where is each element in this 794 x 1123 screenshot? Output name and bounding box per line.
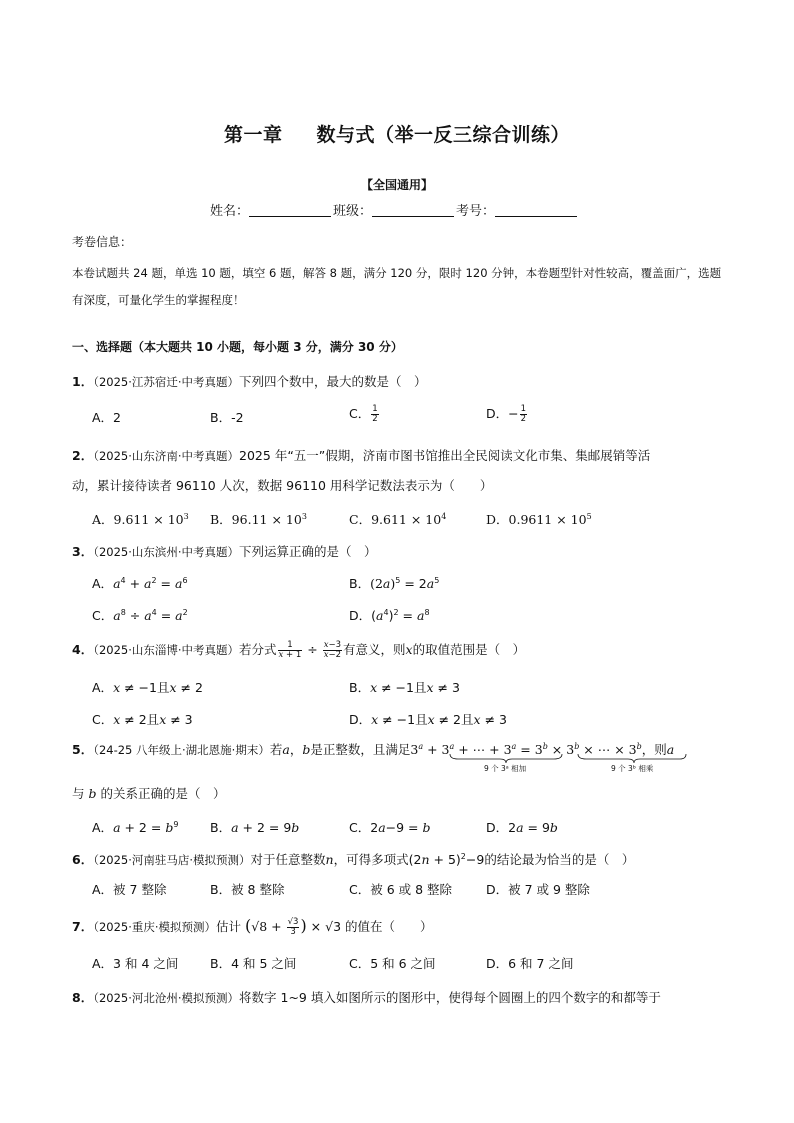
question-2: 2．（2025·山东济南·中考真题）2025 年“五一”假期，济南市图书馆推出全民阅读文化市集、集邮展销等活: [72, 448, 651, 463]
option-c[interactable]: C．$9.611 \times 10^4$: [349, 512, 447, 527]
section-title: 一、选择题（本大题共 10 小题，每小题 3 分，满分 30 分）: [72, 340, 403, 354]
option-d[interactable]: D．$0.9611 \times 10^5$: [486, 512, 592, 527]
class-blank[interactable]: [372, 202, 454, 217]
option-b[interactable]: B．$96.11 \times 10^3$: [210, 512, 307, 527]
question-8: 8．（2025·河北沧州·模拟预测）将数字 1~9 填入如图所示的图形中，使得每个圆圈上的四个数字的和都等于: [72, 990, 661, 1005]
brace-note-product: 9 个 3ᵇ 相乘: [611, 764, 654, 773]
option-b[interactable]: B．被 8 整除: [210, 882, 285, 897]
title-topic: 数与式（举一反三综合训练）: [316, 124, 571, 146]
option-c[interactable]: C．5 和 6 之间: [349, 956, 436, 971]
question-1: [72, 372, 427, 390]
option-d[interactable]: D．− $\frac{1}{2}$: [486, 404, 527, 424]
name-label: 姓名：: [210, 204, 250, 219]
exam-id-blank[interactable]: [495, 202, 577, 217]
student-info-fields: [210, 200, 579, 219]
option-a[interactable]: A．x ≠ −1且x ≠ 2: [92, 680, 203, 695]
exam-info-label: 考卷信息：: [72, 235, 133, 249]
option-a[interactable]: A．$a + 2 = b^9$: [92, 820, 179, 835]
option-b[interactable]: B．x ≠ −1且x ≠ 3: [349, 680, 460, 695]
option-b[interactable]: B．-2: [210, 410, 244, 425]
question-5: 5．（24-25 八年级上·湖北恩施·期末）若a，b是正整数，且满足$3^a + 3^a$ + ⋯ + $3^a = 3^b \times 3^b$ × ⋯ × $3^b$，则a: [72, 742, 675, 757]
option-a[interactable]: A．$9.611 \times 10^3$: [92, 512, 189, 527]
option-a[interactable]: A．被 7 整除: [92, 882, 167, 897]
question-4: 4．（2025·山东淄博·中考真题）若分式 $\frac{1}{x + 1}$ ÷ $\frac{x-3}{x-2}$ 有意义，则x的取值范围是（ ）: [72, 640, 526, 660]
option-c[interactable]: C． $\frac{1}{2}$: [349, 404, 378, 424]
option-a[interactable]: A．$a^4 + a^2 = a^6$: [92, 576, 188, 591]
option-a[interactable]: A．2: [92, 410, 122, 425]
question-text: 2025 年“五一”假期，济南市图书馆推出全民阅读文化市集、集邮展销等活: [239, 448, 651, 463]
class-label: 班级：: [333, 204, 373, 219]
option-c[interactable]: C．$a^8 \div a^4 = a^2$: [92, 608, 188, 623]
question-source: （2025·江苏宿迁·中考真题）: [93, 375, 240, 389]
question-2-line-2: 动，累计接待读者 96110 人次，数据 96110 用科学记数法表示为（ ）: [72, 478, 493, 493]
option-c[interactable]: C．2a−9 = b: [349, 820, 431, 835]
option-b[interactable]: B．$(2a)^5 = 2a^5$: [349, 576, 440, 591]
question-text: 下列四个数中，最大的数是（ ）: [239, 374, 427, 389]
option-c[interactable]: C．被 6 或 8 整除: [349, 882, 453, 897]
question-6: 6．（2025·河南驻马店·模拟预测）对于任意整数n，可得多项式$(2n + 5)^2-9$的结论最为恰当的是（ ）: [72, 852, 635, 867]
option-b[interactable]: B．a + 2 = 9b: [210, 820, 300, 835]
title-chapter: 第一章: [223, 124, 283, 146]
option-a[interactable]: A．3 和 4 之间: [92, 956, 179, 971]
option-d[interactable]: D．6 和 7 之间: [486, 956, 574, 971]
page-subtitle: 【全国通用】: [360, 178, 433, 192]
page-title: [0, 120, 794, 147]
option-d[interactable]: D．$(a^4)^2 = a^8$: [349, 608, 430, 623]
option-b[interactable]: B．4 和 5 之间: [210, 956, 297, 971]
question-3: 3．（2025·山东滨州·中考真题）下列运算正确的是（ ）: [72, 544, 377, 559]
name-blank[interactable]: [249, 202, 331, 217]
brace-note-sum: 9 个 3ᵃ 相加: [484, 764, 527, 773]
exam-id-label: 考号：: [456, 204, 496, 219]
option-d[interactable]: D．2a = 9b: [486, 820, 558, 835]
question-5-line-2: 与 b 的关系正确的是（ ）: [72, 786, 226, 801]
option-d[interactable]: D．被 7 或 9 整除: [486, 882, 590, 897]
option-c[interactable]: C．x ≠ 2且x ≠ 3: [92, 712, 193, 727]
question-7: 7．（2025·重庆·模拟预测）估计 (√8 + $\frac{√3}{3}$ ) × √3 的值在（ ）: [72, 916, 433, 937]
exam-info-body: 本卷试题共 24 题，单选 10 题，填空 6 题，解答 8 题，满分 120 分，限时 120 分钟，本卷题型针对性较高，覆盖面广，选题有深度，可量化学生的掌握程度！: [72, 266, 722, 307]
question-number: 1．: [72, 374, 94, 389]
option-d[interactable]: D．x ≠ −1且x ≠ 2且x ≠ 3: [349, 712, 507, 727]
